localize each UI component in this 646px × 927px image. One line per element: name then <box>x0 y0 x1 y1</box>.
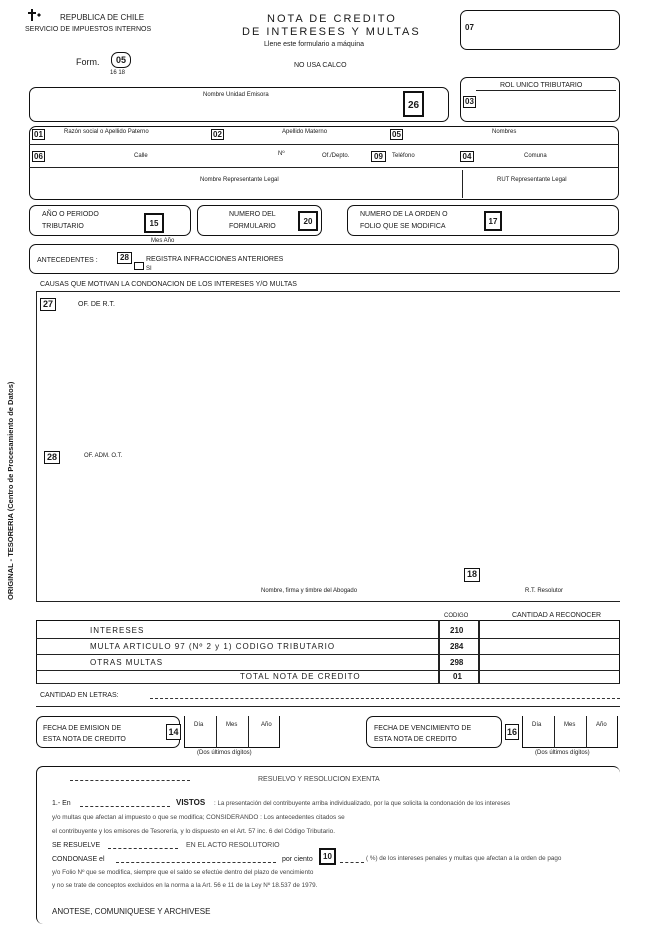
emision-mes-label: Mes <box>226 722 238 728</box>
taxpayer-data-box <box>29 126 619 200</box>
resolution-box <box>36 766 620 924</box>
field-07-box[interactable] <box>460 10 620 50</box>
country-name: REPUBLICA DE CHILE <box>60 13 145 22</box>
row-intereses-label: INTERESES <box>90 626 145 635</box>
antecedentes-label: ANTECEDENTES : <box>37 257 98 264</box>
field-28b-number: 28 <box>44 451 60 464</box>
row-intereses-code: 210 <box>450 626 464 635</box>
rut-rep-label: RUT Representante Legal <box>497 177 567 183</box>
form-number-circle: 05 <box>111 52 131 68</box>
total-label: TOTAL NOTA DE CREDITO <box>240 672 361 681</box>
emision-label-2: ESTA NOTA DE CREDITO <box>43 736 126 743</box>
emision-dia-label: Día <box>194 722 204 728</box>
field-14-number: 14 <box>166 724 181 740</box>
cantidad-letras-label: CANTIDAD EN LETRAS: <box>40 692 119 699</box>
row-multa-code: 284 <box>450 642 464 651</box>
agency-name: SERVICIO DE IMPUESTOS INTERNOS <box>25 26 152 33</box>
field-26-number: 26 <box>403 91 424 117</box>
rut-label: ROL UNICO TRIBUTARIO <box>500 82 583 89</box>
resolution-line1a: 1.- En <box>52 800 71 807</box>
resolution-line2: y/o multas que afectan al impuesto o que se modifica; CONSIDERANDO : Los antecedentes citados se <box>52 814 345 821</box>
emision-box <box>36 716 180 748</box>
comuna-label: Comuna <box>524 153 547 159</box>
field-09-number: 09 <box>371 151 386 162</box>
of-rn-label: OF. DE R.T. <box>78 301 115 308</box>
field-03-number: 03 <box>463 96 476 108</box>
nombres-label: Nombres <box>492 129 517 135</box>
row-otras-label: OTRAS MULTAS <box>90 658 164 667</box>
row-otras-amount[interactable] <box>481 656 617 669</box>
resolution-line5: y/o Folio Nº que se modifica, siempre que el saldo se efectúe dentro del plazo de vencimiento <box>52 869 314 876</box>
folio-box[interactable] <box>347 205 619 236</box>
si-label: SI <box>146 266 152 272</box>
form-title-line2: DE INTERESES Y MULTAS <box>242 26 421 38</box>
vencimiento-box <box>366 716 502 748</box>
numero-label: Nº <box>278 151 285 157</box>
row-otras-code: 298 <box>450 658 464 667</box>
of-ao-label: OF. ADM. O.T. <box>84 453 123 459</box>
field-02-number: 02 <box>211 129 224 140</box>
numero-formulario-label-1: NUMERO DEL <box>229 211 276 218</box>
row-multa-label: MULTA ARTICULO 97 (Nº 2 y 1) CODIGO TRIBUTARIO <box>90 642 336 651</box>
emision-ano-label: Año <box>261 722 272 728</box>
field-06-number: 06 <box>32 151 45 162</box>
vencimiento-date-input[interactable] <box>522 716 618 748</box>
cantidad-header: CANTIDAD A RECONOCER <box>512 612 602 619</box>
se-resuelve-label: SE RESUELVE <box>52 842 101 849</box>
field-15-number: 15 <box>144 213 164 233</box>
field-28-number: 28 <box>117 252 132 264</box>
vencimiento-label-2: ESTA NOTA DE CREDITO <box>374 736 457 743</box>
row-multa-amount[interactable] <box>481 640 617 653</box>
emision-label-1: FECHA DE EMISION DE <box>43 725 122 732</box>
total-amount[interactable] <box>481 672 617 683</box>
field-05-number: 05 <box>390 129 403 140</box>
si-checkbox[interactable] <box>134 262 144 270</box>
por-ciento-label: por ciento <box>282 856 313 863</box>
venc-mes-label: Mes <box>564 722 576 728</box>
vencimiento-label-1: FECHA DE VENCIMIENTO DE <box>374 725 472 732</box>
causas-label: CAUSAS QUE MOTIVAN LA CONDONACION DE LOS INTERESES Y/O MULTAS <box>40 281 297 288</box>
ultimos-digitos-label: (Dos últimos dígitos) <box>197 750 252 756</box>
form-label: Form. <box>76 57 100 67</box>
apellido-materno-label: Apellido Materno <box>282 129 328 135</box>
period-box[interactable] <box>29 205 191 236</box>
field-16-number: 16 <box>505 724 519 740</box>
resuelvo-heading: RESUELVO Y RESOLUCION EXENTA <box>258 776 380 783</box>
name-unit-label: Nombre Unidad Emisora <box>203 92 269 98</box>
ano-periodo-label-1: AÑO O PERIODO <box>42 211 99 218</box>
field-20-number: 20 <box>298 211 318 231</box>
field-01-number: 01 <box>32 129 45 140</box>
el-fallo-label: EN EL ACTO RESOLUTORIO <box>186 842 280 849</box>
row-intereses-amount[interactable] <box>481 622 617 636</box>
mes-ano-label: Mes Año <box>151 238 175 244</box>
condonase-label: CONDONASE el <box>52 856 105 863</box>
venc-dia-label: Día <box>532 722 542 728</box>
ano-periodo-label-2: TRIBUTARIO <box>42 223 84 230</box>
form-year: 16 18 <box>110 70 126 76</box>
of-depto-label: Of./Depto. <box>322 153 350 159</box>
anotese-label: ANOTESE, COMUNIQUESE Y ARCHIVESE <box>52 907 211 916</box>
telefono-label: Teléfono <box>392 153 415 159</box>
resolution-line1b: : La presentación del contribuyente arriba individualizado, por la que solicita la condonación de los intereses <box>214 800 511 807</box>
registra-label: REGISTRA INFRACCIONES ANTERIORES <box>146 256 284 263</box>
numero-orden-label-2: FOLIO QUE SE MODIFICA <box>360 223 446 230</box>
field-17-number: 17 <box>484 211 502 231</box>
codigo-header: CODIGO <box>444 613 469 619</box>
emision-date-input[interactable] <box>184 716 280 748</box>
causas-writing-area-2[interactable] <box>60 468 615 568</box>
no-usa-calco-label: NO USA CALCO <box>294 62 347 69</box>
razon-social-label: Razón social o Apellido Paterno <box>64 129 149 135</box>
form-title-line1: NOTA DE CREDITO <box>267 13 397 25</box>
side-original-label: ORIGINAL - TESORERIA (Centro de Procesamiento de Datos) <box>6 381 15 600</box>
field-04-number: 04 <box>460 151 474 162</box>
field-07-number: 07 <box>463 23 476 35</box>
field-27-number: 27 <box>40 298 56 311</box>
rt-resolutor-label: R.T. Resolutor <box>525 588 564 594</box>
field-10-number: 10 <box>319 848 336 865</box>
form-subtitle: Llene este formulario a máquina <box>264 41 365 48</box>
resolution-line6: y no se trate de conceptos excluidos en la norma a la Art. 56 e 11 de la Ley Nº 18.537 de 1979. <box>52 882 318 889</box>
field-18-number: 18 <box>464 568 480 582</box>
condonase-text: ( %) de los intereses penales y multas que afectan a la orden de pago <box>366 855 562 862</box>
venc-ano-label: Año <box>596 722 607 728</box>
abogado-signature-label: Nombre, firma y timbre del Abogado <box>261 588 358 594</box>
calle-label: Calle <box>134 153 148 159</box>
vistos-label: VISTOS <box>176 798 206 807</box>
total-code: 01 <box>453 672 462 681</box>
resolution-line3: el contribuyente y los emisores de Tesorería, y lo dispuesto en el Art. 57 inc. 6 del Código Tributario. <box>52 828 335 835</box>
numero-formulario-label-2: FORMULARIO <box>229 223 276 230</box>
rep-legal-label: Nombre Representante Legal <box>200 177 279 183</box>
venc-ultimos-digitos-label: (Dos últimos dígitos) <box>535 750 590 756</box>
numero-orden-label-1: NUMERO DE LA ORDEN O <box>360 211 448 218</box>
causas-writing-area-1[interactable] <box>60 315 615 445</box>
